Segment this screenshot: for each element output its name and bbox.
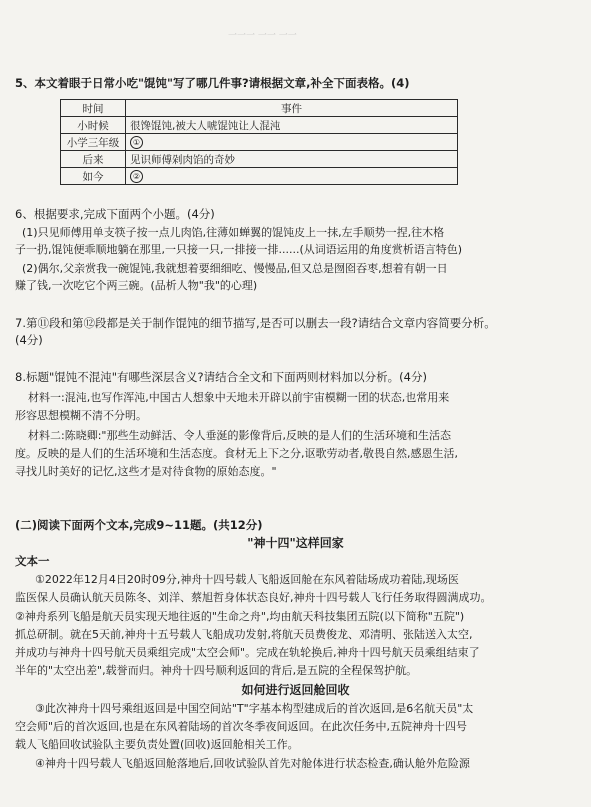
table-row xyxy=(61,168,458,185)
paragraph-2-line1: ②神舟系列飞船是航天员实现天地往返的"生命之舟",均由航天科技集团五院(以下简称"五院") xyxy=(15,610,465,623)
table-cell-event: 见识师傅剁肉馅的奇妙 xyxy=(126,151,458,168)
table-cell-event: 很馋馄饨,被大人唬馄饨让人混沌 xyxy=(126,117,458,134)
question-7-line1: 7.第⑪段和第⑫段都是关于制作馄饨的细节描写,是否可以删去一段?请结合文章内容简要分析。 xyxy=(15,316,496,330)
question-5-text: 5、本文着眼于日常小吃"馄饨"写了哪几件事?请根据文章,补全下面表格。(4) xyxy=(15,76,410,90)
paragraph-1-line1: ①2022年12月4日20时09分,神舟十四号载人飞船返回舱在东风着陆场成功着陆,现场医 xyxy=(35,573,459,586)
table-cell-time: 小时候 xyxy=(61,117,126,134)
paragraph-4-line1: ④神舟十四号载人飞船返回舱落地后,回收试验队首先对舱体进行状态检查,确认舱外危险源 xyxy=(35,757,470,770)
table-header-row xyxy=(61,100,458,117)
material-1-line2: 形容思想模糊不清不分明。 xyxy=(15,409,147,422)
paragraph-2-line4: 半年的"太空出差",载誉而归。神舟十四号顺利返回的背后,是五院的全程保驾护航。 xyxy=(15,664,418,677)
question-6-sub2-line1: (2)偶尔,父亲赏我一碗馄饨,我就想着要细细吃、慢慢品,但又总是囫囵吞枣,想着有朝一日 xyxy=(22,262,448,275)
table-cell-event-blank[interactable] xyxy=(126,168,458,185)
paragraph-3-line3: 载人飞船回收试验队主要负责处置(回收)返回舱相关工作。 xyxy=(15,738,299,751)
question-7-line2: (4分) xyxy=(15,333,43,347)
table-header-time: 时间 xyxy=(61,100,126,117)
material-1-line1: 材料一:混沌,也写作浑沌,中国古人想象中天地未开辟以前宇宙模糊一团的状态,也常用来 xyxy=(28,391,450,404)
paragraph-3-line2: 空会师"后的首次返回,也是在东风着陆场的首次冬季夜间返回。在此次任务中,五院神舟十四号 xyxy=(15,720,468,733)
subheading-capsule-recovery: 如何进行返回舱回收 xyxy=(241,683,350,697)
question-8-line1: 8.标题"馄饨不混沌"有哪些深层含义?请结合全文和下面两则材料加以分析。(4分) xyxy=(15,370,427,384)
table-cell-event-blank[interactable] xyxy=(126,134,458,151)
events-table xyxy=(60,99,458,185)
table-cell-time: 后来 xyxy=(61,151,126,168)
text-1-label: 文本一 xyxy=(15,554,50,568)
table-cell-time: 如今 xyxy=(61,168,126,185)
question-6-sub2-line2: 赚了钱,一次吃它个两三碗。(品析人物"我"的心理) xyxy=(15,279,258,292)
question-6-sub1-line2: 子一扔,馄饨便乖顺地躺在那里,一只接一只,一排接一排......(从词语运用的角度赏析语言特色) xyxy=(15,243,463,256)
table-header-event: 事件 xyxy=(126,100,458,117)
paragraph-2-line2: 抓总研制。就在5天前,神舟十五号载人飞船成功发射,将航天员费俊龙、邓清明、张陆送入太空, xyxy=(15,628,473,641)
table-row xyxy=(61,134,458,151)
material-2-line1: 材料二:陈晓卿:"那些生动鲜活、令人垂涎的影像背后,反映的是人们的生活环境和生活态 xyxy=(28,429,451,442)
paragraph-1-line2: 监医保人员确认航天员陈冬、刘洋、蔡旭哲身体状态良好,神舟十四号载人飞行任务取得圆满成功。 xyxy=(15,591,492,604)
question-6-text: 6、根据要求,完成下面两个小题。(4分) xyxy=(15,207,215,221)
material-2-line2: 度。反映的是人们的生活环境和生活态度。食材无上下之分,讴歌劳动者,敬畏自然,感恩生活, xyxy=(15,447,458,460)
blank-marker-1: ① xyxy=(130,136,143,149)
blank-marker-2: ② xyxy=(130,170,143,183)
table-cell-time: 小学三年级 xyxy=(61,134,126,151)
material-2-line3: 寻找儿时美好的记忆,这些才是对待食物的原始态度。" xyxy=(15,465,277,478)
table-row xyxy=(61,151,458,168)
paragraph-2-line3: 并成功与神舟十四号航天员乘组完成"太空会师"。完成在轨轮换后,神舟十四号航天员乘组结束了 xyxy=(15,646,480,659)
article-title: "神十四"这样回家 xyxy=(247,536,344,550)
table-row xyxy=(61,117,458,134)
faint-header-text: 一一一 一一 一一 xyxy=(228,31,297,41)
question-6-sub1-line1: (1)只见师傅用单支筷子按一点儿肉馅,往薄如蝉翼的馄饨皮上一抹,左手顺势一捏,往木格 xyxy=(22,226,445,239)
section-2-heading: (二)阅读下面两个文本,完成9~11题。(共12分) xyxy=(15,518,263,532)
paragraph-3-line1: ③此次神舟十四号乘组返回是中国空间站"T"字基本构型建成后的首次返回,是6名航天员"太 xyxy=(35,702,474,715)
